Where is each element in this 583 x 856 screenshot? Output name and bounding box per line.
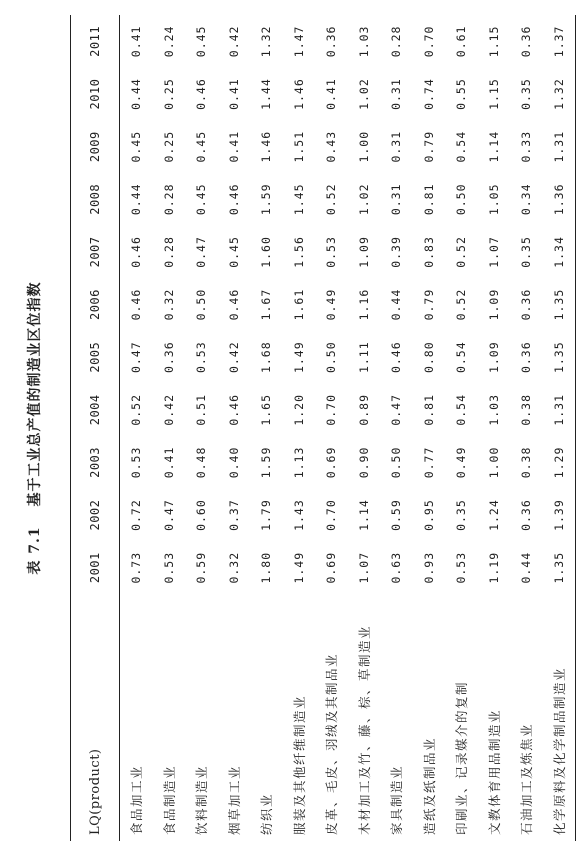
lq-value: 0.25 [161, 130, 176, 163]
header-row [71, 15, 120, 841]
lq-value: 0.50 [194, 288, 209, 321]
industry-name: 木材加工及竹、藤、棕、草制造业 [356, 624, 372, 835]
lq-value: 0.25 [161, 78, 176, 110]
lq-value: 0.46 [129, 288, 144, 321]
lq-value: 0.46 [226, 288, 241, 321]
table-title: 基于工业总产值的制造业区位指数 [27, 281, 43, 507]
lq-value: 0.70 [324, 393, 339, 426]
lq-value: 0.59 [389, 499, 404, 531]
table-row [510, 15, 543, 841]
lq-value: 0.45 [129, 130, 144, 163]
industry-name: 化学原料及化学制品制造业 [551, 666, 567, 835]
lq-value: 1.15 [486, 78, 501, 110]
table-row [543, 15, 576, 841]
lq-value: 0.46 [226, 183, 241, 216]
lq-value: 1.02 [356, 183, 371, 216]
industry-name: 烟草加工业 [226, 764, 242, 835]
lq-value: 0.45 [194, 130, 209, 163]
lq-value: 0.52 [454, 236, 469, 268]
lq-value: 1.46 [291, 78, 306, 110]
lq-value: 1.36 [551, 183, 566, 216]
lq-value: 1.49 [291, 341, 306, 374]
lq-value: 0.36 [324, 25, 339, 58]
lq-value: 0.28 [161, 183, 176, 216]
lq-value: 1.24 [486, 499, 501, 531]
lq-value: 0.45 [194, 183, 209, 216]
lq-value: 1.59 [259, 183, 274, 216]
lq-value: 1.09 [486, 341, 501, 374]
lq-value: 0.79 [421, 130, 436, 163]
location-quotient-table [70, 15, 576, 841]
lq-value: 0.43 [324, 130, 339, 163]
lq-value: 0.81 [421, 183, 436, 216]
table-row [218, 15, 251, 841]
year-header: 2003 [88, 446, 102, 478]
lq-value: 0.31 [389, 78, 404, 110]
table-row [380, 15, 413, 841]
lq-value: 1.19 [486, 551, 501, 584]
lq-value: 0.31 [389, 130, 404, 163]
lq-value: 0.48 [194, 446, 209, 479]
industry-name: 食品加工业 [129, 764, 145, 835]
table-row [283, 15, 316, 841]
lq-value: 0.52 [129, 393, 144, 426]
lq-value: 1.80 [259, 551, 274, 584]
lq-value: 1.14 [356, 499, 371, 531]
industry-name: 文教体育用品制造业 [486, 708, 502, 835]
lq-value: 1.47 [291, 25, 306, 58]
lq-value: 0.55 [454, 78, 469, 110]
lq-value: 0.53 [454, 551, 469, 584]
lq-value: 0.24 [161, 25, 176, 58]
lq-value: 1.14 [486, 130, 501, 163]
lq-value: 0.42 [226, 341, 241, 374]
lq-value: 0.28 [389, 25, 404, 58]
lq-value: 0.54 [454, 393, 469, 426]
header-label: LQ(product) [87, 748, 103, 835]
table-row [153, 15, 186, 841]
lq-value: 1.56 [291, 236, 306, 268]
lq-value: 0.36 [519, 25, 534, 58]
industry-name: 食品制造业 [161, 764, 177, 835]
year-header: 2006 [88, 289, 102, 321]
lq-value: 0.42 [226, 25, 241, 58]
year-header: 2011 [88, 25, 102, 57]
table-row [478, 15, 511, 841]
lq-value: 1.46 [259, 130, 274, 163]
lq-value: 0.77 [421, 446, 436, 479]
lq-value: 0.47 [194, 236, 209, 268]
lq-value: 0.36 [161, 341, 176, 374]
table-row [250, 15, 283, 841]
table-row [315, 15, 348, 841]
lq-value: 0.54 [454, 341, 469, 374]
lq-value: 0.93 [421, 551, 436, 584]
year-header: 2005 [88, 341, 102, 373]
lq-value: 0.41 [324, 78, 339, 110]
lq-value: 1.02 [356, 78, 371, 110]
lq-value: 0.61 [454, 25, 469, 58]
lq-value: 0.53 [324, 236, 339, 268]
industry-name: 服装及其他纤维制造业 [291, 694, 307, 835]
lq-value: 0.69 [324, 551, 339, 584]
lq-value: 1.03 [356, 25, 371, 58]
lq-value: 0.41 [129, 25, 144, 58]
lq-value: 0.46 [194, 78, 209, 110]
lq-value: 0.50 [324, 341, 339, 374]
year-header: 2007 [88, 236, 102, 268]
industry-name: 纺织业 [259, 792, 275, 835]
year-header: 2001 [88, 552, 102, 584]
lq-value: 0.90 [356, 446, 371, 479]
lq-value: 1.16 [356, 288, 371, 321]
lq-value: 0.44 [129, 78, 144, 110]
lq-value: 0.89 [356, 393, 371, 426]
lq-value: 0.47 [161, 499, 176, 531]
lq-value: 0.44 [519, 551, 534, 584]
industry-name: 印刷业、记录媒介的复制 [454, 680, 470, 835]
industry-name: 家具制造业 [389, 764, 405, 835]
lq-value: 0.39 [389, 236, 404, 268]
year-header: 2009 [88, 131, 102, 163]
lq-value: 1.49 [291, 551, 306, 584]
lq-value: 0.45 [194, 25, 209, 58]
lq-value: 0.38 [519, 393, 534, 426]
lq-value: 1.29 [551, 446, 566, 479]
lq-value: 1.51 [291, 130, 306, 163]
lq-value: 0.35 [519, 78, 534, 110]
lq-value: 0.60 [194, 499, 209, 531]
lq-value: 0.70 [324, 499, 339, 531]
lq-value: 0.36 [519, 341, 534, 374]
lq-value: 0.53 [129, 446, 144, 479]
lq-value: 0.40 [226, 446, 241, 479]
lq-value: 0.41 [226, 130, 241, 163]
lq-value: 1.79 [259, 499, 274, 531]
lq-value: 1.61 [291, 288, 306, 321]
lq-value: 0.46 [129, 236, 144, 268]
lq-value: 0.31 [389, 183, 404, 216]
lq-value: 0.42 [161, 393, 176, 426]
lq-value: 1.09 [486, 288, 501, 321]
year-header: 2002 [88, 499, 102, 531]
lq-value: 0.35 [454, 499, 469, 531]
lq-value: 0.74 [421, 78, 436, 110]
lq-value: 0.36 [519, 288, 534, 321]
lq-value: 0.32 [226, 551, 241, 584]
lq-value: 0.37 [226, 499, 241, 531]
industry-name: 饮料制造业 [194, 764, 210, 835]
lq-value: 1.32 [259, 25, 274, 58]
lq-value: 1.43 [291, 499, 306, 531]
lq-value: 0.47 [129, 341, 144, 374]
lq-value: 1.05 [486, 183, 501, 216]
table-row [120, 15, 153, 841]
table-row [348, 15, 381, 841]
lq-value: 0.46 [226, 393, 241, 426]
industry-name: 造纸及纸制品业 [421, 736, 437, 835]
lq-value: 0.28 [161, 236, 176, 268]
lq-value: 1.20 [291, 393, 306, 426]
lq-value: 0.69 [324, 446, 339, 479]
year-header: 2010 [88, 78, 102, 110]
lq-value: 1.31 [551, 130, 566, 163]
lq-value: 0.35 [519, 236, 534, 268]
lq-value: 0.59 [194, 551, 209, 584]
lq-value: 1.65 [259, 393, 274, 426]
lq-value: 0.34 [519, 183, 534, 216]
lq-value: 1.60 [259, 236, 274, 268]
lq-value: 0.83 [421, 236, 436, 268]
lq-value: 0.70 [421, 25, 436, 58]
lq-value: 1.09 [356, 236, 371, 268]
lq-value: 0.54 [454, 130, 469, 163]
lq-value: 0.50 [454, 183, 469, 216]
lq-value: 1.03 [486, 393, 501, 426]
table-number: 表 7.1 [27, 526, 43, 575]
lq-value: 1.32 [551, 78, 566, 110]
lq-value: 1.68 [259, 341, 274, 374]
lq-value: 1.07 [486, 236, 501, 268]
lq-value: 1.13 [291, 446, 306, 479]
industry-name: 石油加工及炼焦业 [519, 722, 535, 835]
lq-value: 0.80 [421, 341, 436, 374]
lq-value: 1.34 [551, 236, 566, 268]
table-row [445, 15, 478, 841]
table-row [413, 15, 446, 841]
lq-value: 0.51 [194, 393, 209, 426]
lq-value: 0.50 [389, 446, 404, 479]
lq-value: 0.44 [389, 288, 404, 321]
lq-value: 0.44 [129, 183, 144, 216]
year-header: 2004 [88, 394, 102, 426]
year-header: 2008 [88, 183, 102, 215]
lq-value: 0.79 [421, 288, 436, 321]
lq-value: 1.00 [486, 446, 501, 479]
table-caption [24, 0, 44, 856]
lq-value: 0.32 [161, 288, 176, 321]
table-row [185, 15, 218, 841]
lq-value: 0.52 [324, 183, 339, 216]
lq-value: 0.41 [226, 78, 241, 110]
lq-value: 1.11 [356, 341, 371, 374]
lq-value: 0.36 [519, 499, 534, 531]
lq-value: 0.38 [519, 446, 534, 479]
lq-value: 1.67 [259, 288, 274, 321]
lq-value: 0.95 [421, 499, 436, 531]
lq-value: 0.47 [389, 393, 404, 426]
lq-value: 0.49 [324, 288, 339, 321]
lq-value: 0.46 [389, 341, 404, 374]
lq-value: 1.44 [259, 78, 274, 110]
lq-value: 1.31 [551, 393, 566, 426]
lq-value: 1.45 [291, 183, 306, 216]
lq-value: 1.15 [486, 25, 501, 58]
lq-value: 0.49 [454, 446, 469, 479]
lq-value: 0.52 [454, 288, 469, 321]
lq-value: 0.72 [129, 499, 144, 531]
lq-value: 0.81 [421, 393, 436, 426]
lq-value: 1.59 [259, 446, 274, 479]
lq-value: 0.53 [194, 341, 209, 374]
lq-value: 1.00 [356, 130, 371, 163]
lq-value: 1.35 [551, 551, 566, 584]
lq-value: 1.07 [356, 551, 371, 584]
industry-name: 皮革、毛皮、羽绒及其制品业 [324, 652, 340, 835]
lq-value: 1.39 [551, 499, 566, 531]
lq-value: 1.35 [551, 341, 566, 374]
lq-value: 1.35 [551, 288, 566, 321]
lq-value: 0.45 [226, 236, 241, 268]
lq-value: 0.53 [161, 551, 176, 584]
lq-value: 0.73 [129, 551, 144, 584]
lq-value: 0.41 [161, 446, 176, 479]
lq-value: 0.33 [519, 130, 534, 163]
lq-value: 1.37 [551, 25, 566, 58]
lq-value: 0.63 [389, 551, 404, 584]
